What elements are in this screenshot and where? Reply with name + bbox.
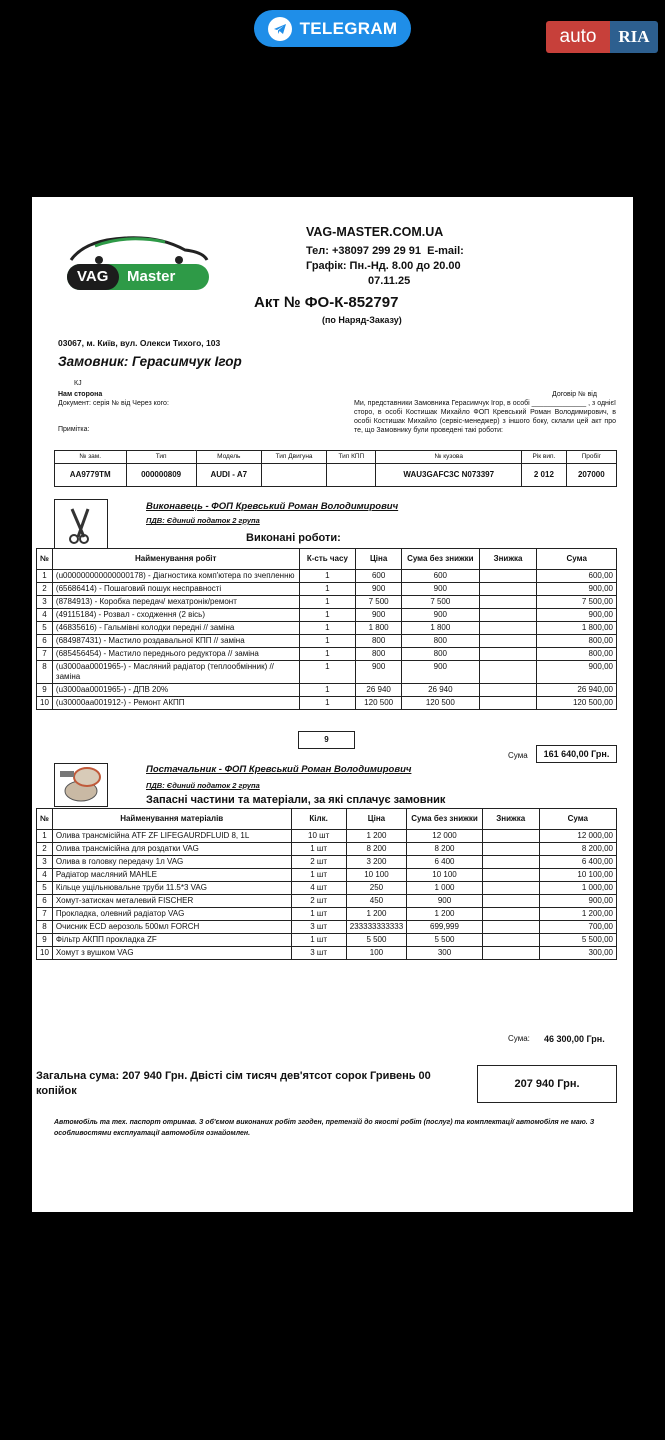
parts-cell: Олива в головку передачу 1л VAG <box>52 856 291 869</box>
works-cell <box>479 684 537 697</box>
works-cell: 7 500 <box>356 596 402 609</box>
phone: Тел: +38097 299 29 91 <box>306 245 422 257</box>
works-cell: 900 <box>402 583 480 596</box>
works-cell: 800 <box>402 635 480 648</box>
works-cell: 900 <box>402 661 480 684</box>
parts-cell <box>482 895 539 908</box>
brand-right: RIA <box>610 21 658 53</box>
works-cell: 1 <box>299 697 356 710</box>
parts-cell: 3 шт <box>291 947 346 960</box>
parts-cell: 1 200 <box>407 908 483 921</box>
vehicle-header-cell: Тип КПП <box>327 451 376 464</box>
works-row <box>37 684 617 697</box>
parts-cell: 1 200,00 <box>539 908 616 921</box>
works-cell <box>479 697 537 710</box>
works-cell <box>479 661 537 684</box>
parts-header-cell: Сума без знижки <box>407 809 483 830</box>
parts-header-cell: № <box>37 809 53 830</box>
parts-cell: 3 <box>37 856 53 869</box>
works-cell: 1 800,00 <box>537 622 617 635</box>
works-cell: 1 <box>299 648 356 661</box>
company-header <box>306 225 464 289</box>
parts-cell: 5 500 <box>346 934 406 947</box>
parts-row <box>37 921 617 934</box>
works-cell: (u30000aa001912-) - Ремонт АКПП <box>52 697 299 710</box>
works-header-cell: Знижка <box>479 549 537 570</box>
works-cell: 1 800 <box>402 622 480 635</box>
works-cell: 1 <box>299 596 356 609</box>
autoria-logo[interactable] <box>546 21 658 53</box>
vehicle-header-cell: Пробіг <box>566 451 616 464</box>
parts-cell: 5 500 <box>407 934 483 947</box>
parts-cell <box>482 856 539 869</box>
parts-cell: Олива трансмісійна ATF ZF LIFEGAURDFLUID 8, 1L <box>52 830 291 843</box>
brand-left: auto <box>546 21 610 53</box>
parts-cell: 6 400 <box>407 856 483 869</box>
works-cell: 800 <box>356 648 402 661</box>
parts-cell: 2 шт <box>291 895 346 908</box>
parts-cell: 2 <box>37 843 53 856</box>
parts-row <box>37 869 617 882</box>
parts-cell <box>482 830 539 843</box>
parts-tax: ПДВ: Єдиний податок 2 група <box>146 781 260 790</box>
works-cell: 900,00 <box>537 609 617 622</box>
works-cell: 9 <box>37 684 53 697</box>
parts-header-row <box>37 809 617 830</box>
works-cell: 26 940 <box>402 684 480 697</box>
works-cell <box>479 622 537 635</box>
works-cell: 600 <box>356 570 402 583</box>
parts-row <box>37 895 617 908</box>
tools-icon <box>54 499 108 549</box>
works-header-cell: Сума <box>537 549 617 570</box>
works-cell: 26 940 <box>356 684 402 697</box>
act-date: 07.11.25 <box>368 275 411 287</box>
works-header-cell: Найменування робіт <box>52 549 299 570</box>
parts-header-cell: Сума <box>539 809 616 830</box>
contract-label: Договір № від <box>552 391 597 398</box>
works-cell: 1 <box>299 622 356 635</box>
works-cell: 1 <box>299 635 356 648</box>
parts-cell: 1 шт <box>291 843 346 856</box>
parts-row <box>37 856 617 869</box>
parts-cell <box>482 882 539 895</box>
total-box: 207 940 Грн. <box>477 1065 617 1103</box>
vehicle-table <box>54 450 617 487</box>
works-row <box>37 648 617 661</box>
parts-cell: 300,00 <box>539 947 616 960</box>
parts-cell: 5 500,00 <box>539 934 616 947</box>
parts-cell: 5 <box>37 882 53 895</box>
works-row <box>37 583 617 596</box>
customer-name: Замовник: Герасимчук Ігор <box>58 354 242 369</box>
document-page <box>32 197 633 1212</box>
parts-cell: 6 400,00 <box>539 856 616 869</box>
works-row <box>37 596 617 609</box>
parts-cell: 9 <box>37 934 53 947</box>
works-cell: (u000000000000000178) - Діагностика комп'ютера по зчепленню <box>52 570 299 583</box>
vehicle-header-cell: Рік вип. <box>522 451 567 464</box>
works-cell: 3 <box>37 596 53 609</box>
works-cell <box>479 583 537 596</box>
parts-row <box>37 882 617 895</box>
logo-right-text: Master <box>127 268 176 285</box>
parts-cell: 1 000,00 <box>539 882 616 895</box>
vehicle-header-cell: Тип Двигуна <box>261 451 327 464</box>
works-row <box>37 609 617 622</box>
parts-cell: 10 100 <box>346 869 406 882</box>
works-cell: 10 <box>37 697 53 710</box>
parts-cell: Очисник ECD аерозоль 500мл FORCH <box>52 921 291 934</box>
site-name: VAG-MASTER.COM.UA <box>306 225 444 239</box>
kj-mark: КJ <box>74 380 82 387</box>
parts-row <box>37 934 617 947</box>
vehicle-header-cell: Модель <box>196 451 261 464</box>
parts-cell: 450 <box>346 895 406 908</box>
parts-cell: Фільтр АКПП прокладка ZF <box>52 934 291 947</box>
vehicle-header-row <box>55 451 617 464</box>
works-header-cell: К-сть часу <box>299 549 356 570</box>
parts-cell: 1 шт <box>291 934 346 947</box>
works-sum-value: 161 640,00 Грн. <box>536 745 617 763</box>
works-cell <box>479 635 537 648</box>
parts-cell: 1 шт <box>291 869 346 882</box>
parts-title: Запасні частини та матеріали, за які сплачує замовник <box>146 794 446 806</box>
vehicle-value-cell <box>261 464 327 487</box>
parts-cell: 1 шт <box>291 908 346 921</box>
schedule: Графік: Пн.-Нд. 8.00 до 20.00 <box>306 260 461 272</box>
works-cell: 900,00 <box>537 583 617 596</box>
parties-text: Ми, представники Замовника Герасимчук Ігор, в особі ______________ , з однієї сторо, в особі Костишак Михайло ФОП Кревський Роман Володимирович, в особі Костишак Михайло (сервіс-менеджер) з іншого боку, склали цей акт про те, що Замовнику були проведені такі роботи: <box>354 400 616 434</box>
works-cell: 1 <box>299 570 356 583</box>
vehicle-value-cell: WAU3GAFC3C N073397 <box>376 464 522 487</box>
works-cell <box>479 596 537 609</box>
works-cell: 120 500 <box>356 697 402 710</box>
parts-table <box>36 808 617 960</box>
works-cell: 900,00 <box>537 661 617 684</box>
our-side-label: Нам сторона <box>58 391 103 398</box>
works-cell: (46835616) - Гальмівні колодки передні // заміна <box>52 622 299 635</box>
vehicle-value-cell: 2 012 <box>522 464 567 487</box>
parts-cell: Кільце ущільнювальне труби 11.5*3 VAG <box>52 882 291 895</box>
works-cell: 900 <box>402 609 480 622</box>
total-text: Загальна сума: 207 940 Грн. Двісті сім тисяч дев'ятсот сорок Гривень 00 копійок <box>36 1070 431 1097</box>
works-cell: 800 <box>402 648 480 661</box>
works-title: Виконані роботи: <box>246 532 341 544</box>
address: 03067, м. Київ, вул. Олекси Тихого, 103 <box>58 338 221 348</box>
telegram-button[interactable] <box>254 10 411 47</box>
works-header-row <box>37 549 617 570</box>
works-cell: 6 <box>37 635 53 648</box>
email-label: E-mail: <box>427 245 464 257</box>
parts-cell: Хомут-затискач металевий FISCHER <box>52 895 291 908</box>
parts-cell: 250 <box>346 882 406 895</box>
works-cell: 7 500 <box>402 596 480 609</box>
works-cell: 800,00 <box>537 648 617 661</box>
parts-row <box>37 843 617 856</box>
works-row <box>37 697 617 710</box>
works-cell: (49115184) - Розвал - сходження (2 вісь) <box>52 609 299 622</box>
parts-cell: 2 шт <box>291 856 346 869</box>
works-cell: (u3000aa0001965-) - Масляний радіатор (теплообмінник) // заміна <box>52 661 299 684</box>
parts-header-cell: Ціна <box>346 809 406 830</box>
parts-cell: 12 000 <box>407 830 483 843</box>
parts-cell: 3 200 <box>346 856 406 869</box>
works-sum-label: Сума <box>508 751 528 760</box>
footnote: Автомобіль та тех. паспорт отримав. З об'ємом виконаних робіт згоден, претензій до якості робіт (послуг) та комплектації автомобіля не маю. З особливостями експлуатації автомобіля ознайомлен. <box>54 1119 595 1137</box>
parts-cell <box>482 908 539 921</box>
works-cell <box>479 570 537 583</box>
parts-cell: 100 <box>346 947 406 960</box>
parts-cell: 233333333333 <box>346 921 406 934</box>
works-header-cell: № <box>37 549 53 570</box>
telegram-icon <box>268 17 292 41</box>
logo-left-text: VAG <box>77 268 109 285</box>
parts-cell: 1 <box>37 830 53 843</box>
works-header-cell: Сума без знижки <box>402 549 480 570</box>
parts-cell: 10 шт <box>291 830 346 843</box>
parts-cell <box>482 869 539 882</box>
vehicle-value-cell <box>327 464 376 487</box>
works-cell: 800,00 <box>537 635 617 648</box>
works-cell: 1 <box>299 661 356 684</box>
vehicle-header-cell: № зам. <box>55 451 127 464</box>
works-cell: (8784913) - Коробка передач/ мехатронік/ремонт <box>52 596 299 609</box>
works-cell: 4 <box>37 609 53 622</box>
executor-line: Виконавець - ФОП Кревський Роман Володимирович <box>146 501 399 512</box>
works-cell: (65686414) - Пошаговий пошук несправності <box>52 583 299 596</box>
parts-cell: 10 100,00 <box>539 869 616 882</box>
vehicle-values-row <box>55 464 617 487</box>
works-cell <box>479 648 537 661</box>
parts-header-cell: Кілк. <box>291 809 346 830</box>
parts-cell <box>482 934 539 947</box>
works-cell: 8 <box>37 661 53 684</box>
works-cell: 1 800 <box>356 622 402 635</box>
hours-total: 9 <box>298 731 355 749</box>
works-cell: 5 <box>37 622 53 635</box>
works-header-cell: Ціна <box>356 549 402 570</box>
parts-row <box>37 908 617 921</box>
parts-cell: 8 200 <box>407 843 483 856</box>
works-cell: 120 500 <box>402 697 480 710</box>
parts-cell: 8 200 <box>346 843 406 856</box>
note-label: Примітка: <box>58 426 90 433</box>
supplier-line: Постачальник - ФОП Кревський Роман Володимирович <box>146 764 412 775</box>
parts-cell: 8 200,00 <box>539 843 616 856</box>
parts-cell <box>482 947 539 960</box>
document-label: Документ: серія № від Через кого: <box>58 400 169 407</box>
parts-cell: 700,00 <box>539 921 616 934</box>
parts-cell: 4 <box>37 869 53 882</box>
parts-cell: 10 <box>37 947 53 960</box>
parts-cell: 10 100 <box>407 869 483 882</box>
parts-cell: Прокладка, олевний радіатор VAG <box>52 908 291 921</box>
vag-master-logo <box>65 226 211 292</box>
parts-cell: 8 <box>37 921 53 934</box>
parts-cell: 12 000,00 <box>539 830 616 843</box>
vehicle-header-cell: № кузова <box>376 451 522 464</box>
parts-cell: 699,999 <box>407 921 483 934</box>
works-row <box>37 635 617 648</box>
works-cell: (684987431) - Мастило роздавальної КПП // заміна <box>52 635 299 648</box>
parts-cell: 7 <box>37 908 53 921</box>
parts-sum-value: 46 300,00 Грн. <box>544 1034 605 1044</box>
vehicle-value-cell: 000000809 <box>126 464 196 487</box>
works-cell: 7 <box>37 648 53 661</box>
parts-row <box>37 830 617 843</box>
works-cell: 600,00 <box>537 570 617 583</box>
works-cell: 1 <box>37 570 53 583</box>
works-cell: (u3000aa0001965-) - ДПВ 20% <box>52 684 299 697</box>
parts-cell: Радіатор масляний MAHLE <box>52 869 291 882</box>
works-row <box>37 622 617 635</box>
parts-cell <box>482 921 539 934</box>
parts-cell: Хомут з вушком VAG <box>52 947 291 960</box>
works-row <box>37 661 617 684</box>
vehicle-value-cell: AA9779TM <box>55 464 127 487</box>
works-cell: (685456454) - Мастило переднього редуктора // заміна <box>52 648 299 661</box>
works-cell: 900 <box>356 661 402 684</box>
works-cell: 120 500,00 <box>537 697 617 710</box>
act-title: Акт № ФО-К-852797 <box>254 294 399 311</box>
works-tax: ПДВ: Єдиний податок 2 група <box>146 516 260 525</box>
parts-cell: 4 шт <box>291 882 346 895</box>
parts-cell: 6 <box>37 895 53 908</box>
vehicle-value-cell: 207000 <box>566 464 616 487</box>
parts-cell: 900 <box>407 895 483 908</box>
parts-cell: 1 200 <box>346 908 406 921</box>
works-row <box>37 570 617 583</box>
parts-icon <box>54 763 108 807</box>
works-cell: 26 940,00 <box>537 684 617 697</box>
parts-cell: 3 шт <box>291 921 346 934</box>
works-cell: 1 <box>299 583 356 596</box>
parts-cell: 900,00 <box>539 895 616 908</box>
vehicle-value-cell: AUDI - A7 <box>196 464 261 487</box>
parts-cell: 1 000 <box>407 882 483 895</box>
parts-cell: 300 <box>407 947 483 960</box>
works-cell: 7 500,00 <box>537 596 617 609</box>
parts-cell: Олива трансмісійна для роздатки VAG <box>52 843 291 856</box>
works-cell <box>479 609 537 622</box>
works-cell: 2 <box>37 583 53 596</box>
parts-header-cell: Найменування матеріалів <box>52 809 291 830</box>
parts-row <box>37 947 617 960</box>
works-cell: 600 <box>402 570 480 583</box>
telegram-label: TELEGRAM <box>299 18 398 38</box>
works-table <box>36 548 617 710</box>
works-cell: 900 <box>356 583 402 596</box>
parts-cell <box>482 843 539 856</box>
parts-cell: 1 200 <box>346 830 406 843</box>
act-subtitle: (по Наряд-Заказу) <box>322 315 402 325</box>
works-cell: 800 <box>356 635 402 648</box>
parts-sum-label: Сума: <box>508 1034 530 1043</box>
vehicle-header-cell: Тип <box>126 451 196 464</box>
works-cell: 1 <box>299 684 356 697</box>
works-cell: 900 <box>356 609 402 622</box>
works-cell: 1 <box>299 609 356 622</box>
parts-header-cell: Знижка <box>482 809 539 830</box>
